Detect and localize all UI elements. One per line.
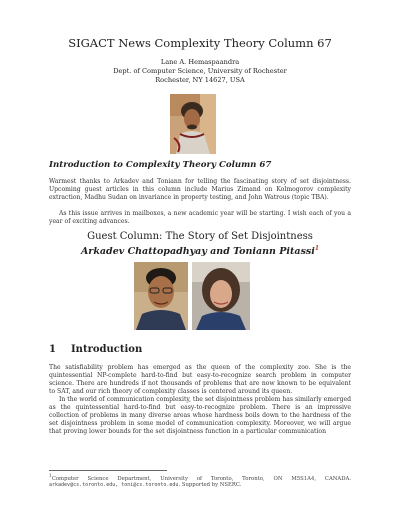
intro-paragraph-1: Warmest thanks to Arkadev and Toniann for telling the fascinating story of set disjointness. Upcoming guest articles in this column include Marius Zimand on Kolmogorov complexity extraction, Madhu Sudan on invariance in property testing, and John Watrous (topic TBA). (49, 178, 351, 201)
section-1-number: 1 (49, 344, 56, 355)
column-title: SIGACT News Complexity Theory Column 67 (68, 36, 332, 50)
guest-column-heading: Guest Column: The Story of Set Disjointness (87, 231, 313, 242)
section-1-title: Introduction (71, 344, 143, 355)
author-photo-arkadev (134, 262, 188, 330)
guest-authors-names: Arkadev Chattopadhyay and Toniann Pitassi (80, 246, 315, 258)
intro-column-heading: Introduction to Complexity Theory Column 67 (49, 160, 272, 170)
guest-authors (0, 245, 400, 257)
intro-paragraph-2: As this issue arrives in mailboxes, a new academic year will be starting. I wish each of you a year of exciting advances. (49, 210, 351, 225)
footnote-rule (49, 470, 167, 471)
footnote-mark-ref: 1 (49, 474, 52, 479)
section-1-paragraph-2: In the world of communication complexity, the set disjointness problem has similarly emerged as the quintessential hard-to-find but easy-to-recognize problem. There is an impressive collection of problems in many diverse areas whose hardness boils down to the hardness of the set disjointness problem in some model of communication complexity. Moreover, we will argue that proving lower bounds for the set disjointness function in a particular communication (49, 396, 351, 435)
editor-name: Lane A. Hemaspaandra (160, 58, 240, 66)
section-1-paragraph-1: The satisfiability problem has emerged as the queen of the complexity zoo. She is the quintessential NP-complete hard-to-find but easy-to-recognize search problem in computer science. There are hundreds if not thousands of problems that are now known to be equivalent to SAT, and our rich theory of complexity classes is centered around its queen. (49, 364, 351, 395)
author-photo-toniann (192, 262, 250, 330)
footnote-mark: 1 (314, 245, 320, 252)
footnote (49, 474, 351, 489)
editor-photo (170, 94, 216, 154)
section-1-heading (49, 344, 142, 355)
editor-dept: Dept. of Computer Science, University of Rochester (113, 67, 287, 75)
editor-city: Rochester, NY 14627, USA (155, 76, 245, 84)
footnote-emails[interactable]: arkadev@cs.toronto.edu, toni@cs.toronto.edu (49, 482, 179, 489)
footnote-text-b: . Supported by NSERC. (178, 482, 242, 489)
footnote-text-a: Computer Science Department, University of Toronto, Toronto, ON M5S1A4, CANADA. (51, 475, 351, 482)
